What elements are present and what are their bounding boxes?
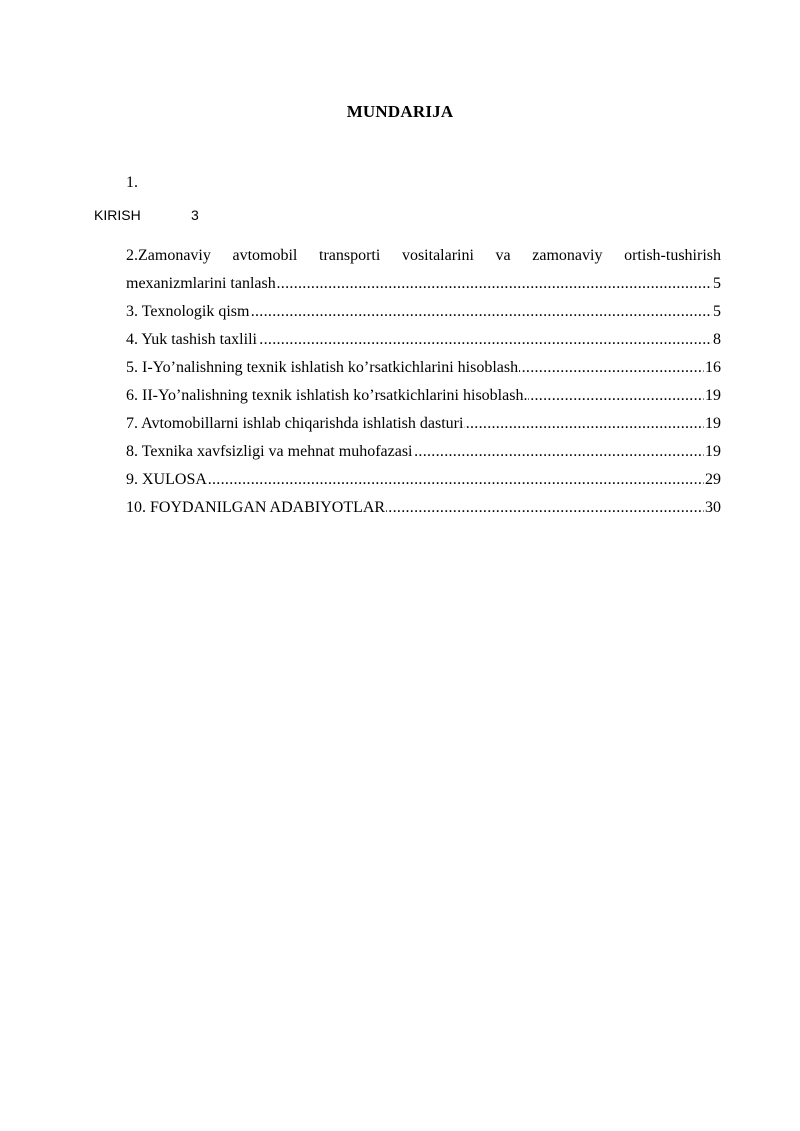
page-title: MUNDARIJA <box>346 102 454 121</box>
toc-entry-page: 19 <box>704 382 721 410</box>
toc-entry-page: 8 <box>712 326 721 354</box>
toc-entry-label: 10. FOYDANILGAN ADABIYOTLAR <box>126 494 386 522</box>
leader-dots <box>126 466 721 494</box>
toc-entry <box>126 326 721 354</box>
toc-entry <box>126 382 721 410</box>
toc-entry-label: 3. Texnologik qism <box>126 298 250 326</box>
toc-entry <box>126 466 721 494</box>
toc-entry-page: 16 <box>704 354 721 382</box>
toc-item-kirish <box>94 207 199 223</box>
toc-item-kirish-page: 3 <box>191 207 199 223</box>
toc-entry-label: 4. Yuk tashish taxlili <box>126 326 258 354</box>
toc-entry <box>126 354 721 382</box>
table-of-contents <box>126 242 721 522</box>
toc-entry-label: 6. II-Yo’nalishning texnik ishlatish ko’rsatkichlarini hisoblash. <box>126 382 528 410</box>
toc-item-2-line-2 <box>126 270 721 298</box>
toc-entry-label: 7. Avtomobillarni ishlab chiqarishda ishlatish dasturi <box>126 410 464 438</box>
toc-item-1-number: 1. <box>126 174 138 191</box>
toc-entry-label: 8. Texnika xavfsizligi va mehnat muhofazasi <box>126 438 414 466</box>
toc-entry-page: 19 <box>704 438 721 466</box>
toc-entry <box>126 438 721 466</box>
toc-item-2-line-1: 2.Zamonaviy avtomobil transporti vositalarini va zamonaviy ortish-tushirish <box>126 247 721 264</box>
toc-entry-page: 30 <box>704 494 721 522</box>
toc-entry-label: 5. I-Yo’nalishning texnik ishlatish ko’rsatkichlarini hisoblash <box>126 354 519 382</box>
toc-entry-label: mexanizmlarini tanlash <box>126 270 277 298</box>
toc-entry <box>126 298 721 326</box>
toc-entry <box>126 410 721 438</box>
toc-entry-page: 5 <box>712 298 721 326</box>
toc-entry-label: 9. XULOSA <box>126 466 208 494</box>
toc-item-kirish-label: KIRISH <box>94 207 141 223</box>
toc-entry-page: 5 <box>712 270 721 298</box>
toc-entry <box>126 494 721 522</box>
toc-entry-page: 29 <box>704 466 721 494</box>
toc-entry-page: 19 <box>704 410 721 438</box>
